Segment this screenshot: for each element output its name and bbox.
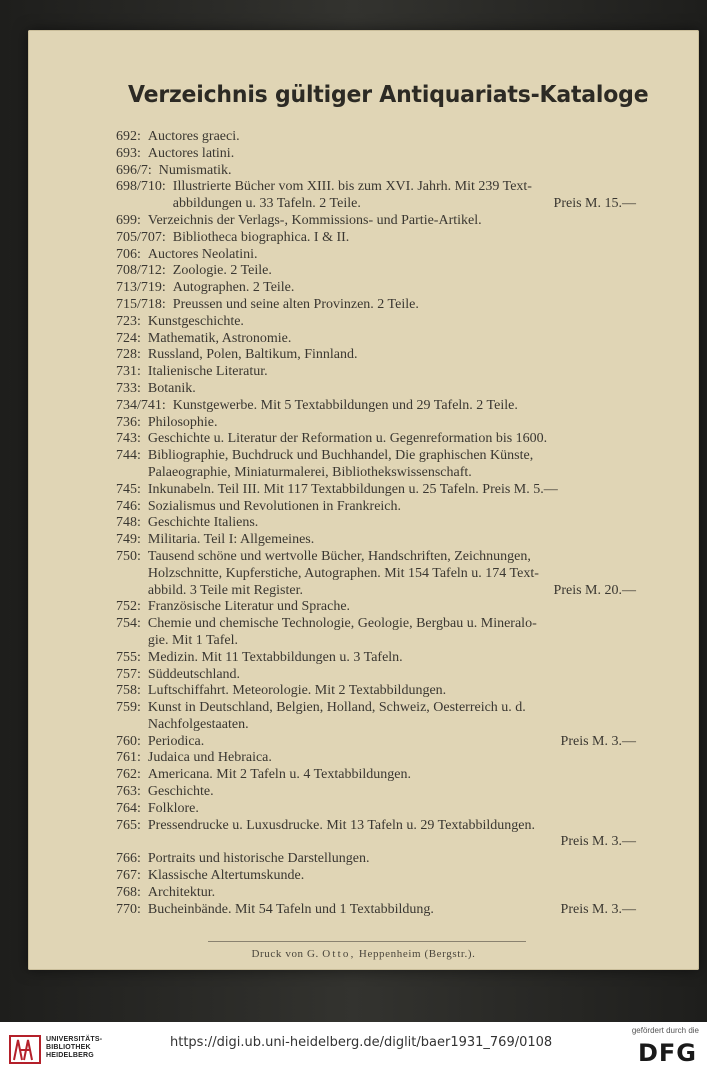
- price-label: Preis M. 3.—: [560, 901, 636, 917]
- catalog-entry: [116, 230, 636, 247]
- catalog-entry: [116, 146, 636, 163]
- catalog-title-line: Süddeutschland.: [147, 666, 241, 682]
- catalog-number: 731:: [116, 364, 141, 380]
- catalog-number: 752:: [116, 599, 141, 615]
- catalog-entry: [116, 549, 636, 599]
- catalog-title-text: Periodica.: [147, 733, 205, 749]
- catalog-number: 693:: [116, 145, 141, 161]
- catalog-title: [148, 667, 636, 684]
- catalog-title-line: [148, 583, 636, 600]
- printer-prefix: Druck von G.: [251, 948, 319, 960]
- catalog-title-line: Pressendrucke u. Luxusdrucke. Mit 13 Tafeln u. 29 Textabbildungen.: [147, 817, 536, 833]
- catalog-title-line: Geschichte u. Literatur der Reformation u. Gegenreformation bis 1600.: [147, 431, 548, 447]
- catalog-entry: [116, 599, 636, 616]
- catalog-title-line: Verzeichnis der Verlags-, Kommissions- und Partie-Artikel.: [147, 212, 482, 228]
- catalog-title-line: Botanik.: [147, 380, 196, 396]
- catalog-number: 728:: [116, 347, 141, 363]
- catalog-title-line: Kunstgewerbe. Mit 5 Textabbildungen und 29 Tafeln. 2 Teile.: [172, 397, 518, 413]
- catalog-title: [148, 868, 636, 885]
- permalink-url[interactable]: https://digi.ub.uni-heidelberg.de/diglit/baer1931_769/0108: [170, 1035, 553, 1050]
- catalog-number: 755:: [116, 649, 141, 665]
- catalog-number: 765:: [116, 817, 141, 833]
- printer-suffix: Heppenheim (Bergstr.).: [358, 948, 476, 960]
- catalog-title: [148, 448, 636, 482]
- catalog-title-line: [148, 734, 636, 751]
- catalog-title-line: Autographen. 2 Teile.: [172, 280, 295, 296]
- catalog-title-text: abbild. 3 Teile mit Register.: [147, 582, 303, 598]
- catalog-number: 733:: [116, 380, 141, 396]
- catalog-title: [148, 314, 636, 331]
- catalog-title-line: Holzschnitte, Kupferstiche, Autographen. Mit 154 Tafeln u. 174 Text-: [147, 565, 539, 581]
- catalog-title: [173, 230, 636, 247]
- catalog-number: 766:: [116, 851, 141, 867]
- catalog-title: [148, 784, 636, 801]
- catalog-title-line: Bibliotheca biographica. I & II.: [172, 229, 350, 245]
- catalog-title-line: Judaica und Hebraica.: [147, 750, 272, 766]
- catalog-title: [148, 549, 636, 599]
- catalog-title: [148, 801, 636, 818]
- catalog-title: [148, 129, 636, 146]
- dfg-logo: DFG: [637, 1039, 697, 1067]
- catalog-number: 754:: [116, 616, 141, 632]
- catalog-number: 760:: [116, 733, 141, 749]
- catalog-title: [148, 364, 636, 381]
- catalog-title: [148, 599, 636, 616]
- catalog-title-line: Americana. Mit 2 Tafeln u. 4 Textabbildungen.: [147, 767, 411, 783]
- catalog-entry: [116, 415, 636, 432]
- catalog-entry: [116, 683, 636, 700]
- catalog-entry: [116, 885, 636, 902]
- catalog-title-line: Illustrierte Bücher vom XIII. bis zum XVI. Jahrh. Mit 239 Text-: [172, 179, 532, 195]
- catalog-entry: [116, 499, 636, 516]
- catalog-title: [148, 431, 636, 448]
- catalog-number: 692:: [116, 129, 141, 144]
- logo-text-line: BIBLIOTHEK: [46, 1044, 91, 1051]
- catalog-entry: [116, 398, 636, 415]
- catalog-number: 767:: [116, 868, 141, 884]
- catalog-title: [148, 247, 636, 264]
- catalog-title-line: Medizin. Mit 11 Textabbildungen u. 3 Tafeln.: [147, 649, 403, 665]
- catalog-title-line: Folklore.: [147, 800, 199, 816]
- catalog-title-line: Palaeographie, Miniaturmalerei, Bibliothekswissenschaft.: [147, 464, 472, 480]
- catalog-title: [173, 297, 636, 314]
- logo-text-line: UNIVERSITÄTS-: [46, 1036, 103, 1043]
- catalog-title: [148, 381, 636, 398]
- catalog-title: [173, 179, 636, 213]
- catalog-number: 696/7:: [116, 162, 152, 178]
- catalog-number: 705/707:: [116, 229, 166, 245]
- catalog-title-line: Inkunabeln. Teil III. Mit 117 Textabbildungen u. 25 Tafeln. Preis M. 5.—: [147, 481, 558, 497]
- catalog-entry: [116, 818, 636, 852]
- university-library-name: [46, 1036, 102, 1060]
- catalog-title: [148, 347, 636, 364]
- catalog-title: [148, 683, 636, 700]
- catalog-entry: [116, 851, 636, 868]
- catalog-number: 748:: [116, 515, 141, 531]
- catalog-title: [148, 532, 636, 549]
- catalog-title-line: Nachfolgestaaten.: [147, 716, 249, 732]
- catalog-entry: [116, 448, 636, 482]
- catalog-title: [148, 885, 636, 902]
- catalog-title-line: Luftschiffahrt. Meteorologie. Mit 2 Textabbildungen.: [147, 683, 447, 699]
- university-library-logo-icon: [8, 1032, 42, 1066]
- catalog-entry: [116, 263, 636, 280]
- catalog-entry: [116, 331, 636, 348]
- catalog-entry: [116, 280, 636, 297]
- catalog-title: [148, 515, 636, 532]
- catalog-number: 706:: [116, 246, 141, 262]
- catalog-entry: [116, 431, 636, 448]
- catalog-entry: [116, 750, 636, 767]
- catalog-number: 764:: [116, 800, 141, 816]
- catalog-title-line: Chemie und chemische Technologie, Geologie, Bergbau u. Mineralo-: [147, 616, 537, 632]
- catalog-title-line: Auctores latini.: [147, 145, 235, 161]
- catalog-title: [159, 163, 636, 180]
- catalog-title-line: Numismatik.: [158, 162, 232, 178]
- catalog-entry: [116, 801, 636, 818]
- catalog-title-line: Auctores graeci.: [147, 129, 240, 144]
- catalog-entry: [116, 667, 636, 684]
- catalog-number: 746:: [116, 498, 141, 514]
- catalog-title-line: Russland, Polen, Baltikum, Finnland.: [147, 347, 358, 363]
- catalog-list: [116, 129, 636, 918]
- catalog-entry: [116, 868, 636, 885]
- catalog-title: [148, 616, 636, 650]
- footer-rule: [208, 941, 526, 942]
- catalog-title-line: Portraits und historische Darstellungen.: [147, 851, 370, 867]
- catalog-entry: [116, 700, 636, 734]
- catalog-title-line: Klassische Altertumskunde.: [147, 868, 305, 884]
- price-label: Preis M. 3.—: [560, 733, 636, 749]
- catalog-entry: [116, 179, 636, 213]
- catalog-number: 744:: [116, 448, 141, 464]
- catalog-title: [148, 213, 636, 230]
- viewer-footer-bar: [0, 1022, 707, 1074]
- catalog-entry: [116, 650, 636, 667]
- catalog-title: [148, 482, 636, 499]
- catalog-title: [148, 767, 636, 784]
- catalog-title: [148, 700, 636, 734]
- catalog-entry: [116, 163, 636, 180]
- catalog-title-line: Kunstgeschichte.: [147, 313, 244, 329]
- catalog-title-text: abbildungen u. 33 Tafeln. 2 Teile.: [172, 196, 361, 212]
- catalog-number: 713/719:: [116, 280, 166, 296]
- catalog-title-line: Französische Literatur und Sprache.: [147, 599, 351, 615]
- catalog-title: [148, 734, 636, 751]
- catalog-number: 761:: [116, 750, 141, 766]
- catalog-number: 768:: [116, 884, 141, 900]
- catalog-number: 698/710:: [116, 179, 166, 195]
- catalog-entry: [116, 532, 636, 549]
- catalog-title: [148, 851, 636, 868]
- catalog-title-line: gie. Mit 1 Tafel.: [147, 632, 239, 648]
- catalog-number: 724:: [116, 330, 141, 346]
- catalog-number: 745:: [116, 481, 141, 497]
- catalog-title: [148, 750, 636, 767]
- catalog-title: [173, 280, 636, 297]
- catalog-entry: [116, 364, 636, 381]
- catalog-title: [148, 499, 636, 516]
- logo-text-line: HEIDELBERG: [46, 1052, 94, 1059]
- catalog-title: [148, 415, 636, 432]
- catalog-title-line: Philosophie.: [147, 414, 218, 430]
- catalog-entry: [116, 129, 636, 146]
- catalog-title: [148, 146, 636, 163]
- catalog-entry: [116, 734, 636, 751]
- catalog-title-line: Bibliographie, Buchdruck und Buchhandel, Die graphischen Künste,: [147, 448, 534, 464]
- catalog-entry: [116, 784, 636, 801]
- catalog-number: 699:: [116, 212, 141, 228]
- printer-name: Otto,: [322, 948, 356, 960]
- catalog-title-line: Geschichte Italiens.: [147, 515, 259, 531]
- catalog-entry: [116, 213, 636, 230]
- catalog-title-line: Geschichte.: [147, 784, 214, 800]
- catalog-title-line: Mathematik, Astronomie.: [147, 330, 292, 346]
- catalog-title-line: [148, 902, 636, 919]
- catalog-entry: [116, 381, 636, 398]
- catalog-title: [173, 398, 636, 415]
- catalog-title: [148, 331, 636, 348]
- catalog-title-line: Tausend schöne und wertvolle Bücher, Handschriften, Zeichnungen,: [147, 548, 531, 564]
- catalog-entry: [116, 515, 636, 532]
- catalog-entry: [116, 616, 636, 650]
- catalog-number: 734/741:: [116, 397, 166, 413]
- catalog-number: 736:: [116, 414, 141, 430]
- price-label: Preis M. 15.—: [553, 196, 636, 212]
- catalog-entry: [116, 314, 636, 331]
- catalog-number: 715/718:: [116, 296, 166, 312]
- catalog-entry: [116, 482, 636, 499]
- catalog-title-line: Militaria. Teil I: Allgemeines.: [147, 532, 315, 548]
- catalog-entry: [116, 767, 636, 784]
- printer-imprint: [28, 948, 699, 960]
- catalog-title: [148, 650, 636, 667]
- catalog-title-line: Sozialismus und Revolutionen in Frankreich.: [147, 498, 402, 514]
- catalog-number: 763:: [116, 784, 141, 800]
- catalog-number: 757:: [116, 666, 141, 682]
- catalog-title: [148, 818, 636, 852]
- catalog-number: 749:: [116, 532, 141, 548]
- price-label: Preis M. 20.—: [553, 582, 636, 598]
- catalog-title: [148, 902, 636, 919]
- catalog-entry: [116, 902, 636, 919]
- catalog-number: 759:: [116, 700, 141, 716]
- catalog-number: 723:: [116, 313, 141, 329]
- catalog-number: 762:: [116, 767, 141, 783]
- catalog-entry: [116, 347, 636, 364]
- funded-by-text: gefördert durch die: [631, 1026, 699, 1035]
- catalog-title-line: Kunst in Deutschland, Belgien, Holland, Schweiz, Oesterreich u. d.: [147, 700, 526, 716]
- page-title: Verzeichnis gültiger Antiquariats-Kataloge: [128, 82, 649, 108]
- catalog-number: 743:: [116, 431, 141, 447]
- catalog-title-line: Architektur.: [147, 884, 216, 900]
- catalog-entry: [116, 297, 636, 314]
- price-label: Preis M. 3.—: [560, 834, 636, 850]
- catalog-number: 750:: [116, 548, 141, 564]
- catalog-number: 758:: [116, 683, 141, 699]
- catalog-number: 770:: [116, 901, 141, 917]
- catalog-title: [173, 263, 636, 280]
- catalog-title-line: Auctores Neolatini.: [147, 246, 258, 262]
- catalog-entry: [116, 247, 636, 264]
- catalog-title-text: Bucheinbände. Mit 54 Tafeln und 1 Textabbildung.: [147, 901, 434, 917]
- catalog-title-line: Zoologie. 2 Teile.: [172, 263, 272, 279]
- catalog-title-line: [173, 196, 636, 213]
- catalog-number: 708/712:: [116, 263, 166, 279]
- catalog-title-line: Italienische Literatur.: [147, 364, 268, 380]
- catalog-title-line: Preussen und seine alten Provinzen. 2 Teile.: [172, 296, 419, 312]
